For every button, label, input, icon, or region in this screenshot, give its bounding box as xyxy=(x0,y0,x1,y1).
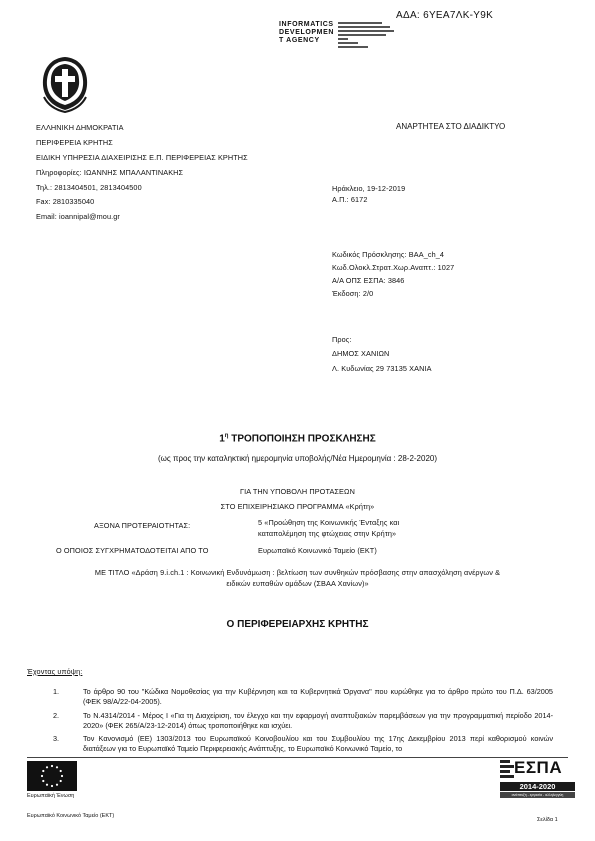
publish-note: ΑΝΑΡΤΗΤΕΑ ΣΤΟ ΔΙΑΔΙΚΤΥΟ xyxy=(396,122,506,131)
title-text: ΤΡΟΠΟΠΟΙΗΣΗ ΠΡΟΣΚΛΗΣΗΣ xyxy=(228,433,376,445)
eu-label: Ευρωπαϊκή Ένωση xyxy=(27,793,75,799)
list-number: 2. xyxy=(53,711,60,720)
recipient-address: Λ. Κυδωνίας 29 73135 ΧΑΝΙΑ xyxy=(332,364,432,373)
call-line-2: ΣΤΟ ΕΠΙΧΕΙΡΗΣΙΑΚΟ ΠΡΟΓΡΑΜΜΑ «Κρήτη» xyxy=(220,502,375,511)
list-number: 3. xyxy=(53,734,60,743)
recipient-to-label: Προς: xyxy=(332,335,352,344)
edition: Έκδοση: 2/0 xyxy=(332,289,374,298)
sender-info: Πληροφορίες: ΙΩΑΝΝΗΣ ΜΠΑΛΑΝΤΙΝΑΚΗΣ xyxy=(36,168,184,177)
informatics-line-1: INFORMATICS xyxy=(279,21,334,28)
informatics-logo-text xyxy=(279,21,334,46)
sender-country: ΕΛΛΗΝΙΚΗ ΔΗΜΟΚΡΑΤΙΑ xyxy=(36,123,124,132)
espa-tagline: ανάπτυξη - εργασία - αλληλεγγύη xyxy=(511,793,564,797)
page-number: Σελίδα 1 xyxy=(537,817,558,823)
recipient-name: ΔΗΜΟΣ ΧΑΝΙΩΝ xyxy=(332,349,390,358)
sender-service: ΕΙΔΙΚΗ ΥΠΗΡΕΣΙΑ ΔΙΑΧΕΙΡΙΣΗΣ Ε.Π. ΠΕΡΙΦΕΡΕΙΑΣ ΚΡΗΤΗΣ xyxy=(36,153,248,162)
ada-code: ΑΔΑ: 6ΥΕΑ7ΛΚ-Υ9Κ xyxy=(396,10,494,21)
list-number: 1. xyxy=(53,687,60,696)
call-code: Κωδικός Πρόσκλησης: ΒΑΑ_ch_4 xyxy=(332,250,445,259)
with-title-line-1: ΜΕ ΤΙΤΛΟ «Δράση 9.i.ch.1 : Κοινωνική Ενδυνάμωση : βελτίωση των συνθηκών πρόσβασης στην απασχόληση ανέργων & xyxy=(94,568,501,577)
footer-fund-label: Ευρωπαϊκό Κοινωνικό Ταμείο (ΕΚΤ) xyxy=(27,813,115,819)
document-subtitle: (ως προς την καταληκτική ημερομηνία υποβολής/Νέα Ημερομηνία : 28-2-2020) xyxy=(157,454,438,463)
list-item: Τον Κανονισμό (ΕΕ) 1303/2013 του Ευρωπαϊκού Κοινοβουλίου και του Συμβουλίου της 17ης Δεκεμβρίου 2013 περί καθορισμού κοινών διατάξεων για το Ευρωπαϊκό Ταμείο Περιφερειακής Ανάπτυξης, το Ευρωπαϊκό Κοινωνικό Ταμείο, το xyxy=(83,734,553,754)
strategy-code: Κωδ.Ολοκλ.Στρατ.Χωρ.Αναπτ.: 1027 xyxy=(332,263,455,272)
axis-label: ΑΞΟΝΑ ΠΡΟΤΕΡΑΙΟΤΗΤΑΣ: xyxy=(94,521,191,530)
fund-value: Ευρωπαϊκό Κοινωνικό Ταμείο (ΕΚΤ) xyxy=(258,546,377,555)
fund-label: Ο ΟΠΟΙΟΣ ΣΥΓΧΡΗΜΑΤΟΔΟΤΕΙΤΑΙ ΑΠΟ ΤΟ xyxy=(56,546,209,555)
sender-fax: Fax: 2810335040 xyxy=(36,197,95,206)
informatics-line-3: T AGENCY xyxy=(279,37,320,45)
axis-value-1: 5 «Προώθηση της Κοινωνικής Ένταξης και xyxy=(258,518,400,527)
sender-email[interactable]: Email: ioannipal@mou.gr xyxy=(36,212,120,221)
title-prefix: 1 xyxy=(219,433,225,445)
with-title-line-2: ειδικών ευπαθών ομάδων (ΣΒΑΑ Χανίων)» xyxy=(226,579,369,588)
espa-logo xyxy=(500,758,575,800)
main-heading: Ο ΠΕΡΙΦΕΡΕΙΑΡΧΗΣ ΚΡΗΤΗΣ xyxy=(226,619,369,630)
list-item: Το Ν.4314/2014 - Μέρος Ι «Για τη Διαχείριση, τον έλεγχο και την εφαρμογή αναπτυξιακών παρεμβάσεων για την προγραμματική περίοδο 2014-2020» (ΦΕΚ 265/Α/23-12-2014) όπως τροποποιήθηκε και ισχύει. xyxy=(83,711,553,731)
date-line: Ηράκλειο, 19-12-2019 xyxy=(332,184,406,193)
title-superscript: η xyxy=(224,433,229,439)
informatics-fine-print xyxy=(338,22,400,56)
having-regard-label: Έχοντας υπόψη: xyxy=(27,667,83,676)
axis-value-2: καταπολέμηση της φτώχειας στην Κρήτη» xyxy=(258,529,397,538)
document-title xyxy=(0,433,595,444)
espa-years: 2014-2020 xyxy=(519,782,556,791)
eu-flag-icon xyxy=(27,761,77,791)
hellenic-emblem-icon xyxy=(36,53,94,118)
informatics-line-2: DEVELOPMEN xyxy=(279,29,335,37)
protocol-number: Α.Π.: 6172 xyxy=(332,195,368,204)
ops-code: Α/Α ΟΠΣ ΕΣΠΑ: 3846 xyxy=(332,276,405,285)
call-line-1: ΓΙΑ ΤΗΝ ΥΠΟΒΟΛΗ ΠΡΟΤΑΣΕΩΝ xyxy=(240,487,355,496)
list-item: Το άρθρο 90 του "Κώδικα Νομοθεσίας για την Κυβέρνηση και τα Κυβερνητικά Όργανα" που κυρώθηκε για το άρθρο πρώτο του Π.Δ. 63/2005 (ΦΕΚ 98/Α/22-04-2005). xyxy=(83,687,553,707)
footer-divider xyxy=(27,757,568,758)
sender-phone: Τηλ.: 2813404501, 2813404500 xyxy=(36,183,142,192)
sender-region: ΠΕΡΙΦΕΡΕΙΑ ΚΡΗΤΗΣ xyxy=(36,138,113,147)
espa-title: ΕΣΠΑ xyxy=(514,758,563,777)
